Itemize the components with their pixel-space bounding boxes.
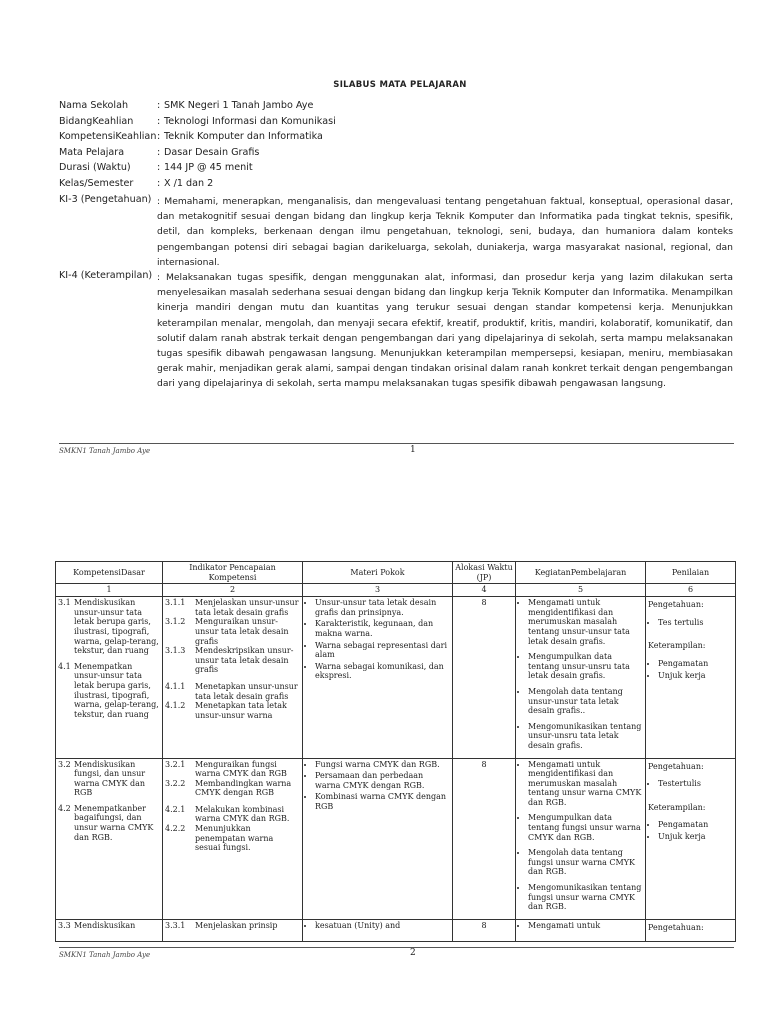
indicator-number: 3.3.1 [165,920,186,930]
penilaian-cell [646,597,736,758]
indicator-cell [163,919,303,942]
identity-colon: : [157,115,161,127]
indicator-item [165,646,300,675]
identity-label: BidangKeahlian [59,115,134,127]
document-page-1 [0,0,768,470]
footer-divider [59,443,734,444]
page-number-2: 2 [410,948,416,958]
indicator-item [165,921,300,931]
indicator-item [165,598,300,617]
indicator-text: Menjelaskan prinsip [195,920,278,930]
kegiatan-item: • Mengumpulkan data tentang fungsi unsur warna CMYK dan RGB. [528,813,643,842]
ki3-label: KI-3 (Pengetahuan) [59,194,152,205]
identity-value: Teknologi Informasi dan Komunikasi [164,115,336,127]
penilaian-item: • Pengamatan [658,659,733,669]
kegiatan-item: • Mengomunikasikan tentang unsur-unsru tata letak desain grafis. [528,722,643,751]
materi-item: • Unsur-unsur tata letak desain grafis dan prinsipnya. [315,598,450,617]
indicator-number: 3.1.2 [165,617,186,627]
materi-item: • kesatuan (Unity) and [315,921,450,931]
indicator-number: 3.1.1 [165,598,186,608]
kd-number: 4.1 [58,661,71,671]
indicator-item [165,824,300,853]
kd-number: 4.2 [58,803,71,813]
penilaian-item: • Pengamatan [658,820,733,830]
column-number: 6 [646,584,736,597]
kd-text: Menempatkan unsur-unsur tata letak berupa garis, ilustrasi, tipografi, warna, gelap-terang, tekstur, dan ruang [74,661,159,719]
penilaian-item: • Testertulis [658,779,733,789]
identity-label: KompetensiKeahlian [59,131,157,142]
kd-text: Mendiskusikan [74,920,136,930]
kd-number: 3.1 [58,598,71,608]
penilaian-item: • Tes tertulis [658,618,733,628]
page-number: 1 [410,445,416,455]
kd-number: 3.2 [58,759,71,769]
indicator-number: 4.2.2 [165,824,186,834]
indicator-text: Menunjukkan penempatan warna sesuai fungsi. [195,824,274,853]
kd-item [58,760,160,798]
indicator-text: Menjelaskan unsur-unsur tata letak desain grafis [195,598,299,617]
indicator-text: Membandingkan warna CMYK dengan RGB [195,778,292,798]
identity-colon: : [157,162,161,173]
materi-item: • Warna sebagai komunikasi, dan ekspresi. [315,662,450,681]
identity-value: Teknik Komputer dan Informatika [164,131,323,142]
table-row [56,919,736,942]
column-header: KompetensiDasar [56,562,163,584]
kegiatan-cell [516,597,646,758]
indicator-text: Menetapkan unsur-unsur tata letak desain grafis [195,681,298,701]
indicator-item [165,760,300,779]
identity-label: Durasi (Waktu) [59,162,131,173]
identity-label: Nama Sekolah [59,100,129,111]
column-number: 5 [516,584,646,597]
column-header: Materi Pokok [303,562,453,584]
column-header: Indikator Pencapaian Kompetensi [163,562,303,584]
column-header: Penilaian [646,562,736,584]
column-number: 1 [56,584,163,597]
syllabus-table [55,561,736,942]
kd-item [58,804,160,842]
column-number: 4 [453,584,516,597]
identity-colon: : [157,100,161,111]
materi-cell [303,919,453,942]
column-number: 2 [163,584,303,597]
identity-value: Dasar Desain Grafis [164,146,260,158]
indicator-number: 4.1.1 [165,681,186,691]
kd-item [58,598,160,656]
indicator-number: 3.1.3 [165,646,186,656]
materi-item: • Persamaan dan perbedaan warna CMYK dengan RGB. [315,771,450,790]
document-title: SILABUS MATA PELAJARAN [333,80,467,90]
indicator-number: 3.2.2 [165,778,186,788]
kd-number: 3.3 [58,920,71,930]
kegiatan-item: • Mengolah data tentang fungsi unsur warna CMYK dan RGB. [528,848,643,877]
indicator-number: 3.2.1 [165,759,186,769]
identity-value: 144 JP @ 45 menit [164,162,253,173]
materi-item: • Fungsi warna CMYK dan RGB. [315,760,450,770]
column-number: 3 [303,584,453,597]
table-row [56,758,736,919]
indicator-text: Mendeskripsikan unsur-unsur tata letak desain grafis [195,646,294,675]
penilaian-cell [646,919,736,942]
table-row [56,597,736,758]
kd-cell [56,597,163,758]
penilaian-item: • Unjuk kerja [658,832,733,842]
indicator-text: Menguraikan unsur-unsur tata letak desain grafis [195,617,289,646]
indicator-text: Menetapkan tata letak unsur-unsur warna [195,701,287,720]
identity-value: SMK Negeri 1 Tanah Jambo Aye [164,100,314,111]
kd-text: Mendiskusikan fungsi, dan unsur warna CMYK dan RGB [74,759,146,798]
column-header: Alokasi Waktu (JP) [453,562,516,584]
kd-text: Menempatkanber bagaifungsi, dan unsur warna CMYK dan RGB. [74,803,154,842]
materi-cell [303,758,453,919]
indicator-number: 4.1.2 [165,701,186,711]
ki3-text: : Memahami, menerapkan, menganalisis, dan mengevaluasi tentang pengetahuan faktual, konseptual, operasional dasar, dan metakognitif sesuai dengan bidang dan lingkup kerja Teknik Komputer dan Informatika pada tingkat teknis, spesifik, detil, dan kompleks, berkenaan dengan ilmu pengetahuan, teknologi, seni, budaya, dan humaniora dalam konteks pengembangan potensi diri sebagai bagian darikeluarga, sekolah, duniakerja, warga masyarakat nasional, regional, dan internasional. [157,196,733,268]
indicator-item [165,779,300,798]
kegiatan-cell [516,919,646,942]
kegiatan-item: • Mengamati untuk mengidentifikasi dan merumuskan masalah tentang unsur-unsur tata letak desain grafis. [528,598,643,646]
indicator-text: Menguraikan fungsi warna CMYK dan RGB [195,759,287,779]
ki4-text: : Melaksanakan tugas spesifik, dengan menggunakan alat, informasi, dan prosedur kerja yang lazim dilakukan serta menyelesaikan masalah sederhana sesuai dengan bidang dan lingkup kerja Teknik Komputer dan Informatika. Menampilkan kinerja mandiri dengan mutu dan kuantitas yang terukur sesuai dengan standar kompetensi kerja. Menunjukkan keterampilan menalar, mengolah, dan menyaji secara efektif, kreatif, produktif, kritis, mandiri, kolaboratif, komunikatif, dan solutif dalam ranah abstrak terkait dengan pengembangan dari yang dipelajarinya di sekolah, serta mampu melaksanakan tugas spesifik dibawah pengawasan langsung. Menunjukkan keterampilan mempersepsi, kesiapan, meniru, membiasakan gerak mahir, menjadikan gerak alami, sampai dengan tindakan orisinal dalam ranah konkret terkait dengan pengembangan dari yang dipelajarinya di sekolah, serta mampu melaksanakan tugas spesifik dibawah pengawasan langsung. [157,272,733,390]
kd-cell [56,758,163,919]
identity-value: X /1 dan 2 [164,177,214,189]
identity-label: Mata Pelajara [59,146,125,158]
alokasi-cell: 8 [453,919,516,942]
kegiatan-item: • Mengolah data tentang unsur-unsur tata letak desain grafis.. [528,687,643,716]
penilaian-title: Pengetahuan: [648,600,704,610]
kd-item [58,921,160,931]
alokasi-cell: 8 [453,597,516,758]
footer-divider-2 [59,947,734,948]
penilaian-title: Pengetahuan: [648,761,704,771]
footer-school: SMKN1 Tanah Jambo Aye [59,447,151,455]
kegiatan-item: • Mengamati untuk mengidentifikasi dan merumuskan masalah tentang unsur warna CMYK dan RGB. [528,760,643,808]
alokasi-cell: 8 [453,758,516,919]
column-header: KegiatanPembelajaran [516,562,646,584]
penilaian-cell [646,758,736,919]
kd-text: Mendiskusikan unsur-unsur tata letak berupa garis, ilustrasi, tipografi, warna, gelap-terang, tekstur, dan ruang [74,598,159,656]
penilaian-title: Pengetahuan: [648,922,704,932]
kd-cell [56,919,163,942]
materi-item: • Warna sebagai representasi dari alam [315,641,450,660]
kegiatan-cell [516,758,646,919]
penilaian-title: Keterampilan: [648,641,706,651]
table-number-row [56,584,736,597]
penilaian-title: Keterampilan: [648,802,706,812]
identity-label: Kelas/Semester [59,177,134,189]
kd-item [58,662,160,720]
materi-item: • Kombinasi warna CMYK dengan RGB [315,792,450,811]
identity-colon: : [157,131,161,142]
kegiatan-item: • Mengomunikasikan tentang fungsi unsur warna CMYK dan RGB. [528,883,643,912]
indicator-cell [163,758,303,919]
indicator-item [165,701,300,720]
indicator-item [165,805,300,824]
indicator-text: Melakukan kombinasi warna CMYK dan RGB. [195,804,290,824]
indicator-item [165,682,300,701]
indicator-cell [163,597,303,758]
identity-colon: : [157,177,161,189]
footer-school-2: SMKN1 Tanah Jambo Aye [59,951,151,959]
ki4-label: KI-4 (Keterampilan) [59,270,153,281]
materi-cell [303,597,453,758]
materi-item: • Karakteristik, kegunaan, dan makna warna. [315,619,450,638]
identity-colon: : [157,146,161,158]
indicator-number: 4.2.1 [165,804,186,814]
penilaian-item: • Unjuk kerja [658,671,733,681]
kegiatan-item: • Mengumpulkan data tentang unsur-unsru tata letak desain grafis. [528,652,643,681]
table-header-row [56,562,736,584]
kegiatan-item: • Mengamati untuk [528,921,643,931]
indicator-item [165,617,300,646]
